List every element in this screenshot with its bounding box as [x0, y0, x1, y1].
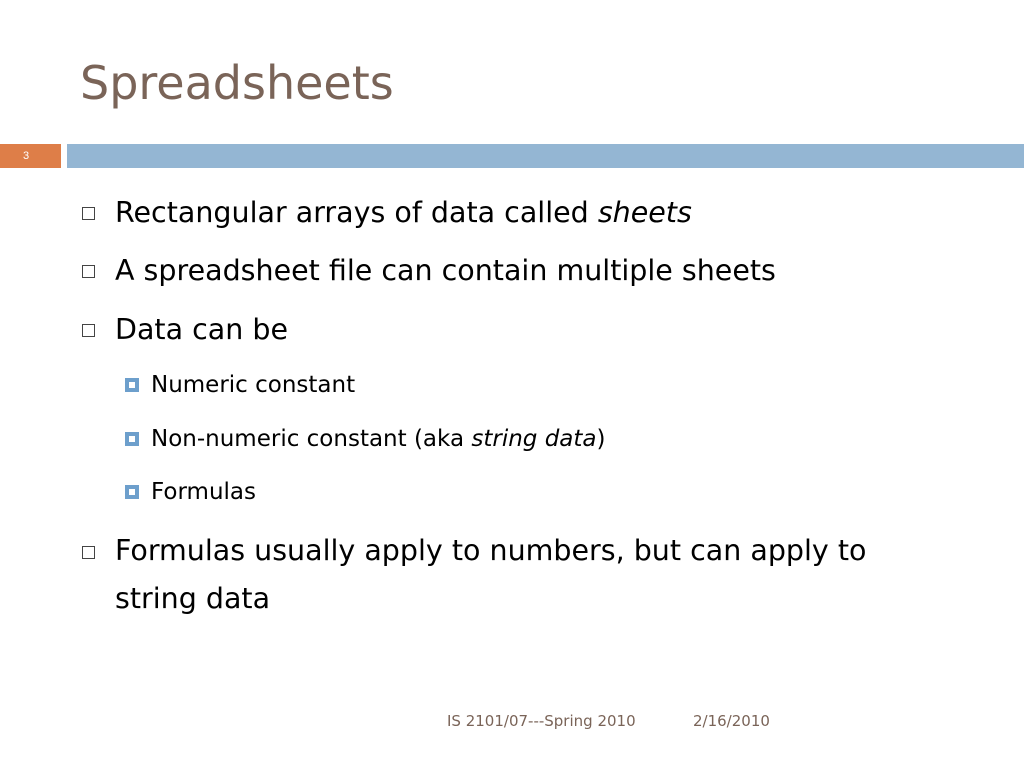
- bullet-item: [82, 248, 776, 293]
- bullet-item: [82, 190, 692, 235]
- sub-bullet-item: [125, 424, 606, 454]
- sub-bullet-item: [125, 370, 355, 400]
- bullet-item: [82, 307, 288, 352]
- hollow-square-icon: [82, 265, 95, 278]
- hollow-square-icon: [82, 207, 95, 220]
- italic-term: sheets: [597, 196, 692, 229]
- hollow-square-icon: [82, 546, 95, 559]
- sub-bullet-text: Numeric constant: [151, 372, 356, 398]
- sub-bullet-item: [125, 477, 256, 507]
- filled-square-bullet-icon: [125, 378, 139, 392]
- filled-square-bullet-icon: [125, 485, 139, 499]
- bullet-text: Formulas usually apply to numbers, but can apply to string data: [115, 534, 867, 615]
- bullet-text: Rectangular arrays of data called sheets: [115, 196, 692, 229]
- sub-bullet-text: Formulas: [151, 479, 256, 505]
- footer-date: 2/16/2010: [693, 712, 770, 730]
- hollow-square-icon: [82, 324, 95, 337]
- footer-course: IS 2101/07---Spring 2010: [447, 712, 636, 730]
- title-accent-bar: [67, 144, 1024, 168]
- italic-term: string data: [471, 426, 597, 452]
- slide-title: Spreadsheets: [80, 56, 394, 110]
- bullet-text: Data can be: [115, 313, 288, 346]
- bullet-item: [82, 527, 912, 623]
- bullet-text: A spreadsheet file can contain multiple sheets: [115, 254, 776, 287]
- slide-number: 3: [0, 144, 61, 168]
- sub-bullet-text: Non-numeric constant (aka string data): [151, 426, 606, 452]
- filled-square-bullet-icon: [125, 432, 139, 446]
